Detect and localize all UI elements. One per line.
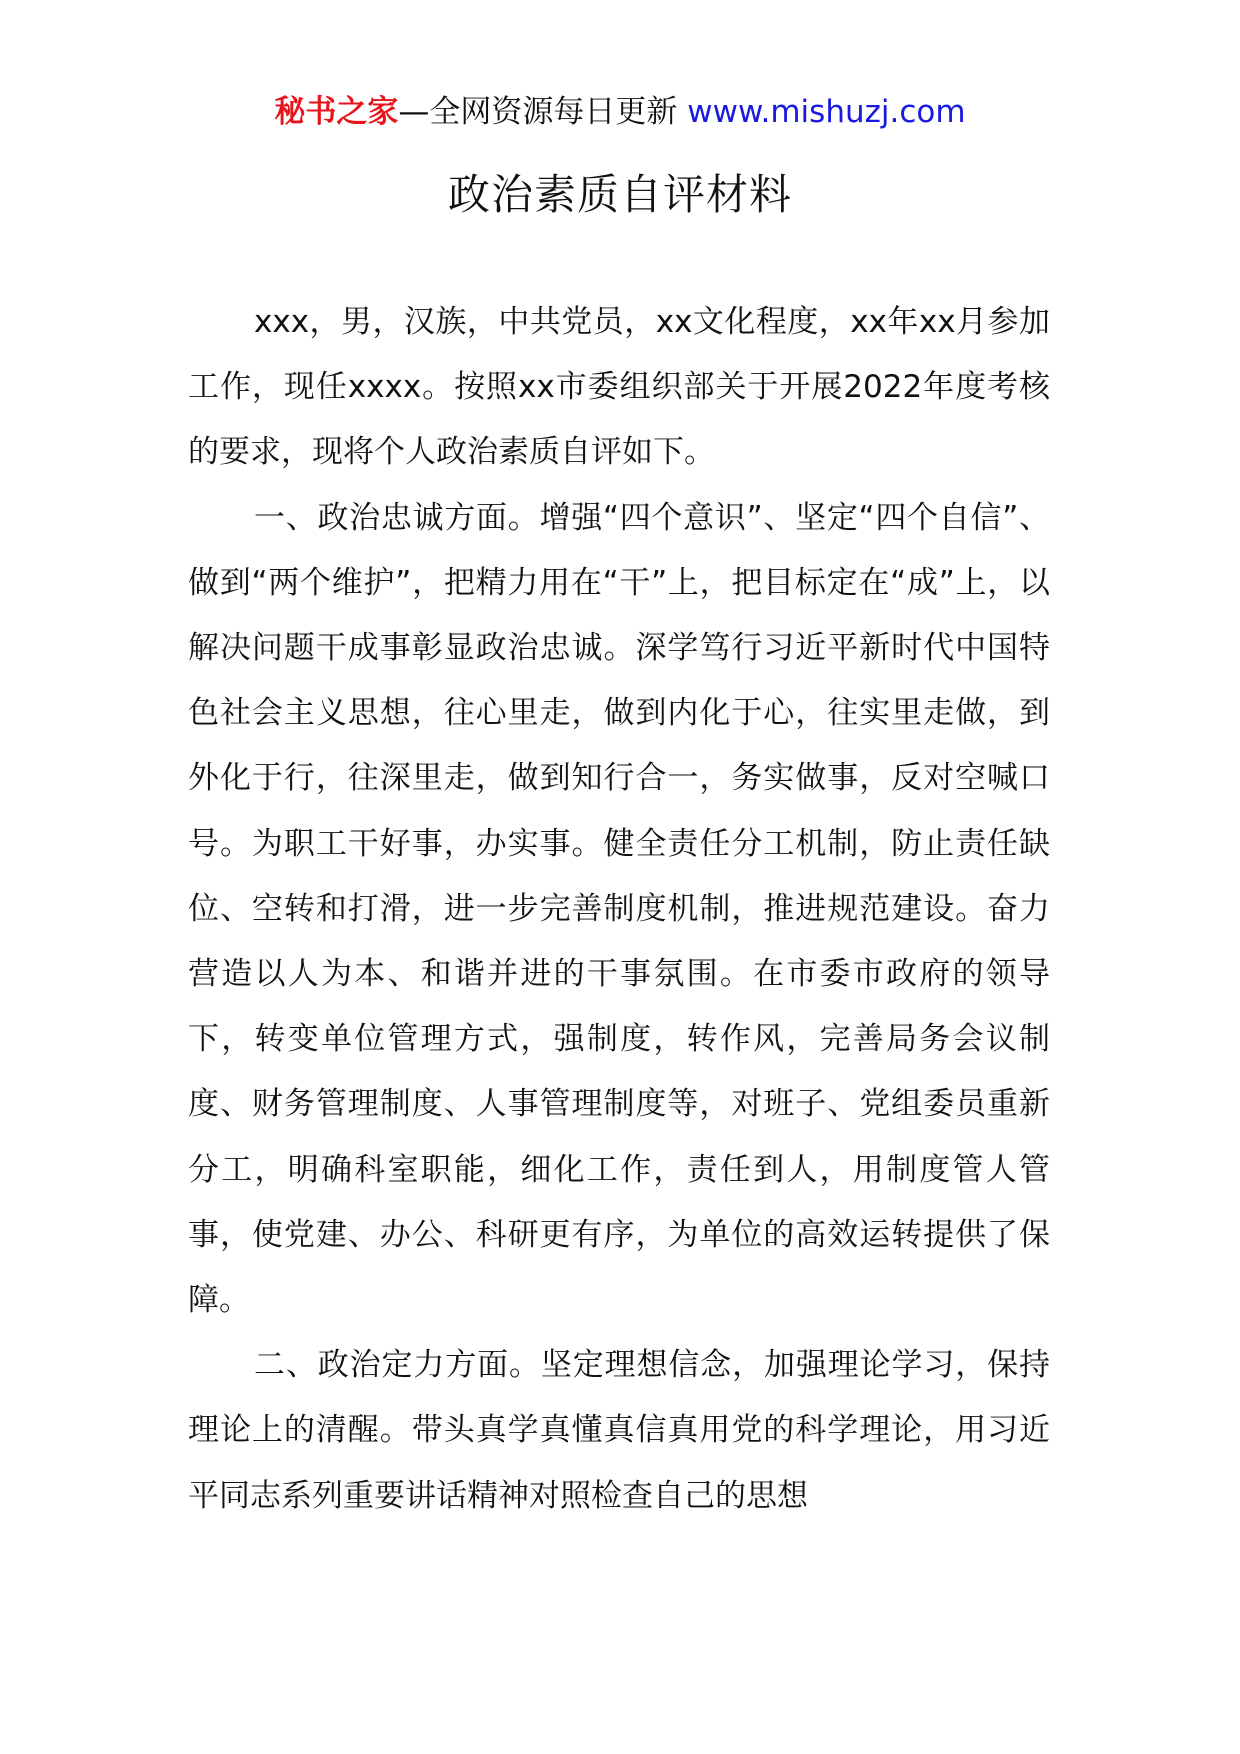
site-header — [0, 92, 1240, 132]
brand-name: 秘书之家 — [274, 94, 399, 130]
document-title: 政治素质自评材料 — [447, 170, 792, 219]
intro-paragraph: xxx，男，汉族，中共党员，xx文化程度，xx年xx月参加工作，现任xxxx。按照xx市委组织部关于开展2022年度考核的要求，现将个人政治素质自评如下。 — [188, 304, 1050, 471]
site-url-link[interactable]: www.mishuzj.com — [687, 94, 966, 130]
section-political-steadfastness: 二、政治定力方面。坚定理想信念，加强理论学习，保持理论上的清醒。带头真学真懂真信真用党的科学理论，用习近平同志系列重要讲话精神对照检查自己的思想 — [188, 1347, 1050, 1514]
document-body — [188, 290, 1050, 1529]
section-political-loyalty: 一、政治忠诚方面。增强“四个意识”、坚定“四个自信”、做到“两个维护”，把精力用在“干”上，把目标定在“成”上，以解决问题干成事彰显政治忠诚。深学笃行习近平新时代中国特色社会主义思想，往心里走，做到内化于心，往实里走做，到外化于行，往深里走，做到知行合一，务实做事，反对空喊口号。为职工干好事，办实事。健全责任分工机制，防止责任缺位、空转和打滑，进一步完善制度机制，推进规范建设。奋力营造以人为本、和谐并进的干事氛围。在市委市政府的领导下，转变单位管理方式，强制度，转作风，完善局务会议制度、财务管理制度、人事管理制度等，对班子、党组委员重新分工，明确科室职能，细化工作，责任到人，用制度管人管事，使党建、办公、科研更有序，为单位的高效运转提供了保障。 — [188, 499, 1050, 1319]
header-slogan: —全网资源每日更新 — [398, 94, 678, 130]
